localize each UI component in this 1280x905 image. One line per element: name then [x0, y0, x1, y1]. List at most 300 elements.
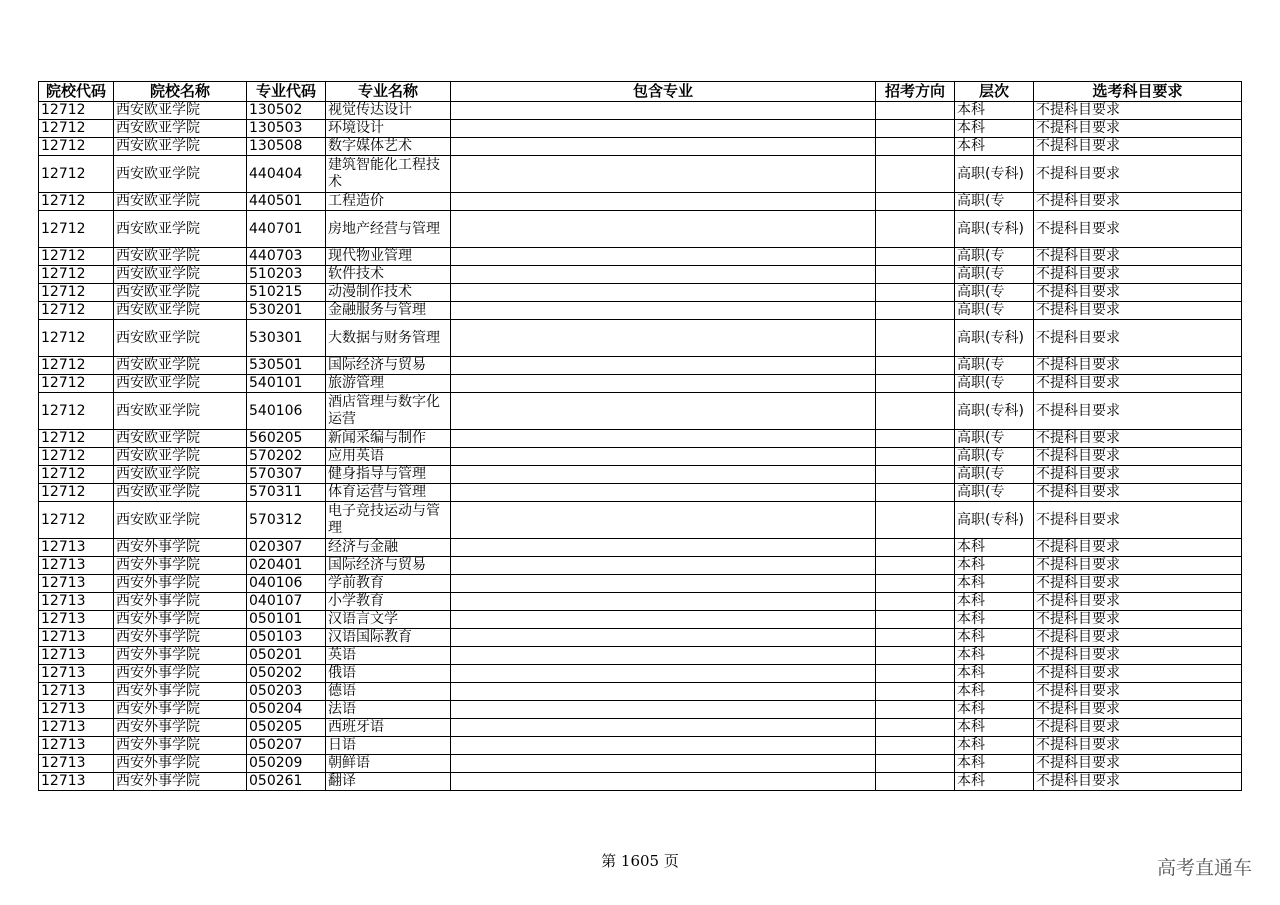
cell-included-majors: [451, 701, 876, 719]
cell-major-name: 汉语国际教育: [326, 629, 451, 647]
table-row: [39, 575, 1242, 593]
cell-major-code: 570307: [247, 466, 326, 484]
cell-school-code: 12712: [39, 393, 114, 430]
cell-level: 本科: [955, 611, 1034, 629]
cell-school-name: 西安外事学院: [114, 719, 247, 737]
cell-major-name: 房地产经营与管理: [326, 211, 451, 248]
cell-school-code: 12713: [39, 683, 114, 701]
cell-level: 本科: [955, 701, 1034, 719]
cell-school-name: 西安欧亚学院: [114, 430, 247, 448]
cell-school-code: 12713: [39, 611, 114, 629]
cell-included-majors: [451, 719, 876, 737]
cell-included-majors: [451, 575, 876, 593]
cell-school-name: 西安欧亚学院: [114, 138, 247, 156]
cell-school-name: 西安外事学院: [114, 773, 247, 791]
cell-school-code: 12712: [39, 120, 114, 138]
col-header-level: 层次: [955, 82, 1034, 102]
cell-major-code: 020307: [247, 539, 326, 557]
table-row: [39, 430, 1242, 448]
cell-subject-requirement: 不提科目要求: [1034, 393, 1242, 430]
cell-major-name: 视觉传达设计: [326, 102, 451, 120]
cell-included-majors: [451, 138, 876, 156]
cell-school-code: 12713: [39, 719, 114, 737]
cell-school-name: 西安欧亚学院: [114, 211, 247, 248]
cell-major-code: 570312: [247, 502, 326, 539]
cell-major-name: 英语: [326, 647, 451, 665]
cell-level: 高职(专: [955, 375, 1034, 393]
cell-major-name: 环境设计: [326, 120, 451, 138]
col-header-direction: 招考方向: [876, 82, 955, 102]
cell-level: 本科: [955, 120, 1034, 138]
table-row: [39, 611, 1242, 629]
cell-major-name: 体育运营与管理: [326, 484, 451, 502]
cell-level: 本科: [955, 138, 1034, 156]
cell-school-name: 西安外事学院: [114, 575, 247, 593]
cell-school-code: 12712: [39, 156, 114, 193]
cell-included-majors: [451, 484, 876, 502]
cell-included-majors: [451, 357, 876, 375]
cell-school-code: 12712: [39, 320, 114, 357]
table-row: [39, 102, 1242, 120]
cell-included-majors: [451, 266, 876, 284]
cell-level: 本科: [955, 665, 1034, 683]
cell-school-code: 12713: [39, 539, 114, 557]
cell-school-code: 12713: [39, 575, 114, 593]
cell-direction: [876, 102, 955, 120]
cell-included-majors: [451, 284, 876, 302]
cell-level: 本科: [955, 557, 1034, 575]
cell-direction: [876, 665, 955, 683]
cell-major-name: 新闻采编与制作: [326, 430, 451, 448]
cell-direction: [876, 701, 955, 719]
cell-subject-requirement: 不提科目要求: [1034, 120, 1242, 138]
cell-major-name: 金融服务与管理: [326, 302, 451, 320]
cell-level: 高职(专: [955, 466, 1034, 484]
cell-subject-requirement: 不提科目要求: [1034, 665, 1242, 683]
cell-subject-requirement: 不提科目要求: [1034, 719, 1242, 737]
cell-subject-requirement: 不提科目要求: [1034, 448, 1242, 466]
cell-school-name: 西安欧亚学院: [114, 320, 247, 357]
cell-included-majors: [451, 593, 876, 611]
cell-major-code: 440404: [247, 156, 326, 193]
cell-school-code: 12713: [39, 701, 114, 719]
admission-table: [38, 81, 1242, 791]
cell-school-code: 12713: [39, 647, 114, 665]
cell-level: 本科: [955, 629, 1034, 647]
cell-level: 本科: [955, 683, 1034, 701]
cell-school-code: 12712: [39, 484, 114, 502]
cell-direction: [876, 611, 955, 629]
cell-school-code: 12713: [39, 593, 114, 611]
cell-school-code: 12713: [39, 737, 114, 755]
cell-school-name: 西安欧亚学院: [114, 102, 247, 120]
table-body: [39, 102, 1242, 791]
cell-school-name: 西安外事学院: [114, 593, 247, 611]
cell-direction: [876, 683, 955, 701]
cell-school-name: 西安外事学院: [114, 539, 247, 557]
cell-subject-requirement: 不提科目要求: [1034, 266, 1242, 284]
cell-included-majors: [451, 502, 876, 539]
cell-major-code: 130503: [247, 120, 326, 138]
cell-school-name: 西安外事学院: [114, 611, 247, 629]
cell-subject-requirement: 不提科目要求: [1034, 484, 1242, 502]
cell-major-name: 朝鲜语: [326, 755, 451, 773]
cell-major-name: 西班牙语: [326, 719, 451, 737]
cell-school-code: 12712: [39, 448, 114, 466]
cell-direction: [876, 539, 955, 557]
cell-school-name: 西安外事学院: [114, 647, 247, 665]
cell-subject-requirement: 不提科目要求: [1034, 193, 1242, 211]
cell-major-code: 510215: [247, 284, 326, 302]
cell-level: 本科: [955, 647, 1034, 665]
cell-level: 高职(专: [955, 193, 1034, 211]
table-row: [39, 193, 1242, 211]
cell-school-name: 西安欧亚学院: [114, 248, 247, 266]
cell-direction: [876, 284, 955, 302]
table-row: [39, 466, 1242, 484]
table-row: [39, 629, 1242, 647]
cell-subject-requirement: 不提科目要求: [1034, 284, 1242, 302]
cell-major-name: 建筑智能化工程技术: [326, 156, 451, 193]
cell-level: 高职(专: [955, 357, 1034, 375]
header-row: [39, 82, 1242, 102]
cell-major-name: 电子竞技运动与管理: [326, 502, 451, 539]
table-row: [39, 701, 1242, 719]
cell-major-code: 530301: [247, 320, 326, 357]
cell-direction: [876, 629, 955, 647]
cell-school-name: 西安欧亚学院: [114, 266, 247, 284]
cell-major-code: 530201: [247, 302, 326, 320]
table-row: [39, 539, 1242, 557]
cell-major-code: 540106: [247, 393, 326, 430]
cell-school-name: 西安外事学院: [114, 683, 247, 701]
cell-major-code: 050201: [247, 647, 326, 665]
cell-level: 本科: [955, 102, 1034, 120]
cell-included-majors: [451, 156, 876, 193]
cell-direction: [876, 248, 955, 266]
cell-level: 本科: [955, 593, 1034, 611]
col-header-school-name: 院校名称: [114, 82, 247, 102]
table-row: [39, 773, 1242, 791]
cell-included-majors: [451, 773, 876, 791]
table-row: [39, 211, 1242, 248]
cell-direction: [876, 719, 955, 737]
cell-school-name: 西安欧亚学院: [114, 156, 247, 193]
cell-direction: [876, 466, 955, 484]
cell-included-majors: [451, 629, 876, 647]
cell-subject-requirement: 不提科目要求: [1034, 773, 1242, 791]
cell-direction: [876, 120, 955, 138]
cell-major-name: 现代物业管理: [326, 248, 451, 266]
cell-subject-requirement: 不提科目要求: [1034, 502, 1242, 539]
cell-school-code: 12712: [39, 102, 114, 120]
cell-major-name: 小学教育: [326, 593, 451, 611]
cell-major-name: 动漫制作技术: [326, 284, 451, 302]
cell-school-name: 西安欧亚学院: [114, 393, 247, 430]
table-row: [39, 719, 1242, 737]
cell-school-code: 12712: [39, 466, 114, 484]
cell-direction: [876, 575, 955, 593]
cell-subject-requirement: 不提科目要求: [1034, 430, 1242, 448]
col-header-subject-requirement: 选考科目要求: [1034, 82, 1242, 102]
cell-level: 高职(专: [955, 430, 1034, 448]
cell-major-name: 大数据与财务管理: [326, 320, 451, 357]
cell-subject-requirement: 不提科目要求: [1034, 211, 1242, 248]
cell-major-name: 应用英语: [326, 448, 451, 466]
table-row: [39, 248, 1242, 266]
cell-school-code: 12712: [39, 375, 114, 393]
cell-school-name: 西安外事学院: [114, 701, 247, 719]
cell-subject-requirement: 不提科目要求: [1034, 683, 1242, 701]
cell-school-code: 12712: [39, 284, 114, 302]
cell-major-name: 翻译: [326, 773, 451, 791]
cell-major-name: 日语: [326, 737, 451, 755]
cell-major-code: 050202: [247, 665, 326, 683]
cell-direction: [876, 557, 955, 575]
cell-subject-requirement: 不提科目要求: [1034, 302, 1242, 320]
table-row: [39, 665, 1242, 683]
cell-direction: [876, 502, 955, 539]
brand-watermark: 高考直通车: [1156, 857, 1252, 879]
cell-subject-requirement: 不提科目要求: [1034, 701, 1242, 719]
cell-major-code: 050207: [247, 737, 326, 755]
cell-subject-requirement: 不提科目要求: [1034, 593, 1242, 611]
cell-included-majors: [451, 102, 876, 120]
cell-school-code: 12713: [39, 665, 114, 683]
cell-school-code: 12712: [39, 502, 114, 539]
cell-school-name: 西安欧亚学院: [114, 484, 247, 502]
cell-school-name: 西安外事学院: [114, 629, 247, 647]
cell-included-majors: [451, 430, 876, 448]
cell-level: 高职(专科): [955, 320, 1034, 357]
table-row: [39, 284, 1242, 302]
cell-school-code: 12712: [39, 138, 114, 156]
cell-major-code: 050203: [247, 683, 326, 701]
table-row: [39, 737, 1242, 755]
cell-school-code: 12713: [39, 755, 114, 773]
cell-included-majors: [451, 557, 876, 575]
cell-subject-requirement: 不提科目要求: [1034, 320, 1242, 357]
cell-major-name: 健身指导与管理: [326, 466, 451, 484]
cell-major-code: 560205: [247, 430, 326, 448]
cell-school-code: 12712: [39, 302, 114, 320]
cell-included-majors: [451, 248, 876, 266]
cell-school-code: 12712: [39, 248, 114, 266]
cell-direction: [876, 430, 955, 448]
cell-major-name: 俄语: [326, 665, 451, 683]
cell-subject-requirement: 不提科目要求: [1034, 138, 1242, 156]
cell-included-majors: [451, 665, 876, 683]
cell-direction: [876, 320, 955, 357]
table-row: [39, 375, 1242, 393]
cell-school-code: 12712: [39, 430, 114, 448]
cell-major-name: 法语: [326, 701, 451, 719]
table-row: [39, 647, 1242, 665]
cell-major-name: 软件技术: [326, 266, 451, 284]
cell-level: 高职(专科): [955, 502, 1034, 539]
cell-level: 本科: [955, 575, 1034, 593]
cell-subject-requirement: 不提科目要求: [1034, 629, 1242, 647]
page-number: 第 1605 页: [601, 852, 679, 870]
table-row: [39, 156, 1242, 193]
table-row: [39, 302, 1242, 320]
cell-included-majors: [451, 320, 876, 357]
table-row: [39, 320, 1242, 357]
cell-direction: [876, 302, 955, 320]
cell-included-majors: [451, 539, 876, 557]
cell-included-majors: [451, 193, 876, 211]
cell-school-code: 12712: [39, 266, 114, 284]
cell-level: 本科: [955, 773, 1034, 791]
cell-school-code: 12712: [39, 211, 114, 248]
cell-major-code: 020401: [247, 557, 326, 575]
cell-major-code: 440703: [247, 248, 326, 266]
cell-direction: [876, 755, 955, 773]
cell-direction: [876, 266, 955, 284]
cell-major-code: 570311: [247, 484, 326, 502]
cell-level: 高职(专: [955, 448, 1034, 466]
cell-included-majors: [451, 393, 876, 430]
cell-direction: [876, 647, 955, 665]
cell-major-name: 工程造价: [326, 193, 451, 211]
cell-school-name: 西安欧亚学院: [114, 120, 247, 138]
cell-school-name: 西安欧亚学院: [114, 193, 247, 211]
col-header-school-code: 院校代码: [39, 82, 114, 102]
cell-major-code: 040107: [247, 593, 326, 611]
cell-level: 高职(专: [955, 484, 1034, 502]
cell-level: 本科: [955, 755, 1034, 773]
cell-major-code: 530501: [247, 357, 326, 375]
cell-major-code: 050103: [247, 629, 326, 647]
cell-included-majors: [451, 737, 876, 755]
col-header-included-majors: 包含专业: [451, 82, 876, 102]
table-row: [39, 502, 1242, 539]
cell-level: 高职(专: [955, 284, 1034, 302]
cell-major-code: 050101: [247, 611, 326, 629]
cell-subject-requirement: 不提科目要求: [1034, 357, 1242, 375]
cell-included-majors: [451, 448, 876, 466]
cell-direction: [876, 211, 955, 248]
cell-subject-requirement: 不提科目要求: [1034, 102, 1242, 120]
cell-level: 高职(专科): [955, 156, 1034, 193]
cell-major-code: 130502: [247, 102, 326, 120]
cell-major-code: 440701: [247, 211, 326, 248]
table-row: [39, 448, 1242, 466]
table-row: [39, 393, 1242, 430]
col-header-major-name: 专业名称: [326, 82, 451, 102]
cell-major-name: 国际经济与贸易: [326, 557, 451, 575]
table-row: [39, 484, 1242, 502]
table-row: [39, 683, 1242, 701]
cell-school-name: 西安外事学院: [114, 665, 247, 683]
cell-direction: [876, 593, 955, 611]
cell-major-code: 440501: [247, 193, 326, 211]
cell-subject-requirement: 不提科目要求: [1034, 557, 1242, 575]
cell-direction: [876, 357, 955, 375]
cell-subject-requirement: 不提科目要求: [1034, 647, 1242, 665]
cell-major-code: 040106: [247, 575, 326, 593]
cell-school-name: 西安外事学院: [114, 755, 247, 773]
cell-included-majors: [451, 466, 876, 484]
cell-level: 高职(专: [955, 302, 1034, 320]
cell-major-code: 510203: [247, 266, 326, 284]
table-row: [39, 593, 1242, 611]
cell-major-name: 德语: [326, 683, 451, 701]
cell-subject-requirement: 不提科目要求: [1034, 375, 1242, 393]
cell-school-name: 西安欧亚学院: [114, 466, 247, 484]
cell-major-code: 050205: [247, 719, 326, 737]
cell-direction: [876, 156, 955, 193]
cell-subject-requirement: 不提科目要求: [1034, 539, 1242, 557]
cell-included-majors: [451, 647, 876, 665]
cell-major-name: 数字媒体艺术: [326, 138, 451, 156]
cell-school-code: 12713: [39, 629, 114, 647]
table-row: [39, 266, 1242, 284]
cell-major-name: 酒店管理与数字化运营: [326, 393, 451, 430]
cell-direction: [876, 484, 955, 502]
cell-major-code: 540101: [247, 375, 326, 393]
cell-level: 高职(专科): [955, 393, 1034, 430]
table-row: [39, 120, 1242, 138]
cell-major-code: 050204: [247, 701, 326, 719]
cell-level: 本科: [955, 737, 1034, 755]
cell-school-name: 西安欧亚学院: [114, 284, 247, 302]
cell-school-name: 西安外事学院: [114, 737, 247, 755]
cell-subject-requirement: 不提科目要求: [1034, 466, 1242, 484]
cell-included-majors: [451, 683, 876, 701]
cell-included-majors: [451, 611, 876, 629]
cell-direction: [876, 138, 955, 156]
cell-level: 本科: [955, 539, 1034, 557]
cell-direction: [876, 375, 955, 393]
cell-major-name: 汉语言文学: [326, 611, 451, 629]
cell-level: 高职(专: [955, 248, 1034, 266]
cell-included-majors: [451, 375, 876, 393]
cell-major-code: 050261: [247, 773, 326, 791]
table-row: [39, 138, 1242, 156]
cell-level: 本科: [955, 719, 1034, 737]
cell-major-code: 050209: [247, 755, 326, 773]
cell-subject-requirement: 不提科目要求: [1034, 575, 1242, 593]
cell-school-name: 西安欧亚学院: [114, 357, 247, 375]
cell-direction: [876, 193, 955, 211]
col-header-major-code: 专业代码: [247, 82, 326, 102]
cell-school-name: 西安欧亚学院: [114, 448, 247, 466]
cell-major-name: 国际经济与贸易: [326, 357, 451, 375]
cell-included-majors: [451, 211, 876, 248]
table-row: [39, 357, 1242, 375]
cell-direction: [876, 448, 955, 466]
table-row: [39, 557, 1242, 575]
cell-major-code: 130508: [247, 138, 326, 156]
cell-school-code: 12713: [39, 557, 114, 575]
cell-subject-requirement: 不提科目要求: [1034, 248, 1242, 266]
cell-major-name: 经济与金融: [326, 539, 451, 557]
cell-direction: [876, 773, 955, 791]
cell-level: 高职(专科): [955, 211, 1034, 248]
cell-direction: [876, 393, 955, 430]
cell-school-code: 12712: [39, 193, 114, 211]
cell-school-name: 西安欧亚学院: [114, 302, 247, 320]
cell-subject-requirement: 不提科目要求: [1034, 755, 1242, 773]
cell-subject-requirement: 不提科目要求: [1034, 156, 1242, 193]
cell-school-name: 西安欧亚学院: [114, 375, 247, 393]
cell-direction: [876, 737, 955, 755]
cell-included-majors: [451, 120, 876, 138]
cell-subject-requirement: 不提科目要求: [1034, 737, 1242, 755]
table-row: [39, 755, 1242, 773]
cell-included-majors: [451, 755, 876, 773]
